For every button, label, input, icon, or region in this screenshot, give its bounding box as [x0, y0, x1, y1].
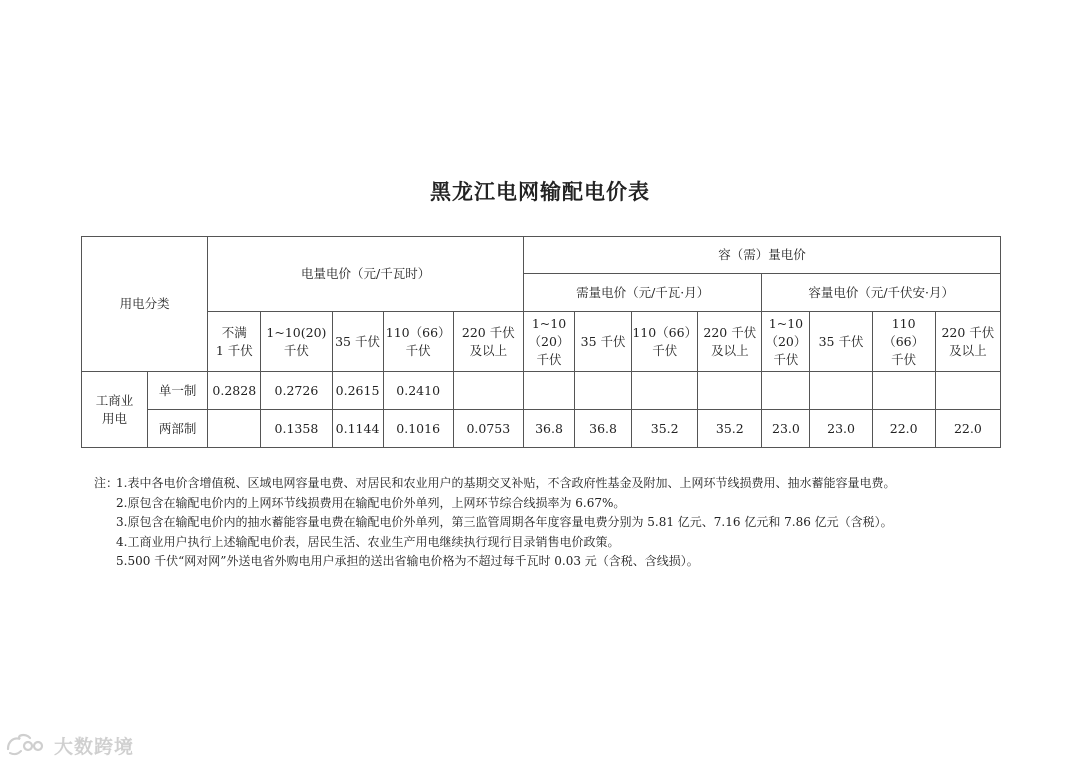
capacity-price-cell: 22.0 — [872, 410, 935, 448]
note-text: 3.原包含在输配电价内的抽水蓄能容量电费在输配电价外单列，第三监管周期各年度容量电费分别为 5.81 亿元、7.16 亿元和 7.86 亿元（含税）。 — [116, 515, 893, 529]
energy-price-cell: 0.1016 — [383, 410, 453, 448]
capacity-sub-header: 容量电价（元/千伏安·月） — [762, 274, 1001, 312]
energy-voltage-header: 35 千伏 — [332, 312, 383, 372]
demand-voltage-header: 1~10 （20） 千伏 — [523, 312, 574, 372]
demand-voltage-header: 110（66） 千伏 — [632, 312, 698, 372]
energy-price-cell — [453, 372, 523, 410]
brand-logo-icon — [4, 729, 50, 761]
capacity-price-header: 容（需）量电价 — [523, 237, 1000, 274]
capacity-price-cell — [810, 372, 872, 410]
capacity-voltage-header: 220 千伏 及以上 — [935, 312, 1000, 372]
energy-voltage-header: 不满 1 千伏 — [208, 312, 261, 372]
note-item — [94, 552, 1054, 572]
table-row — [82, 372, 1001, 410]
energy-price-cell: 0.1358 — [261, 410, 332, 448]
energy-price-cell — [208, 410, 261, 448]
demand-price-cell: 35.2 — [632, 410, 698, 448]
table-row — [82, 410, 1001, 448]
demand-voltage-header: 35 千伏 — [575, 312, 632, 372]
note-item — [94, 533, 1054, 553]
rate-table — [81, 236, 1001, 448]
energy-voltage-header: 110（66） 千伏 — [383, 312, 453, 372]
watermark — [4, 728, 134, 762]
energy-price-cell: 0.1144 — [332, 410, 383, 448]
demand-price-cell — [523, 372, 574, 410]
page-title: 黑龙江电网输配电价表 — [430, 180, 650, 204]
note-item — [94, 474, 1054, 494]
row-label: 两部制 — [148, 410, 208, 448]
notes-prefix: 注： — [94, 476, 119, 490]
note-text: 4.工商业用户执行上述输配电价表，居民生活、农业生产用电继续执行现行目录销售电价政策。 — [116, 534, 620, 549]
capacity-voltage-header: 1~10 （20） 千伏 — [762, 312, 810, 372]
capacity-price-cell: 23.0 — [810, 410, 872, 448]
row-label: 单一制 — [148, 372, 208, 410]
note-item — [94, 494, 1054, 514]
note-item — [94, 513, 1054, 533]
energy-price-cell: 0.2410 — [383, 372, 453, 410]
group-label: 工商业 用电 — [82, 372, 148, 448]
note-text: 2.原包含在输配电价内的上网环节线损费用在输配电价外单列，上网环节综合线损率为 6.67%。 — [116, 495, 626, 510]
notes — [94, 474, 1054, 572]
energy-price-cell: 0.2828 — [208, 372, 261, 410]
capacity-price-cell: 22.0 — [935, 410, 1000, 448]
voltage-header-row — [82, 312, 1001, 372]
demand-price-cell — [575, 372, 632, 410]
watermark-text: 大数跨境 — [54, 735, 135, 758]
capacity-price-cell — [935, 372, 1000, 410]
demand-price-cell: 36.8 — [523, 410, 574, 448]
demand-price-cell — [698, 372, 762, 410]
capacity-price-cell — [872, 372, 935, 410]
demand-price-header: 需量电价（元/千瓦·月） — [523, 274, 761, 312]
demand-price-cell — [632, 372, 698, 410]
demand-price-cell: 35.2 — [698, 410, 762, 448]
capacity-voltage-header: 35 千伏 — [810, 312, 872, 372]
capacity-voltage-header: 110（66） 千伏 — [872, 312, 935, 372]
energy-voltage-header: 220 千伏 及以上 — [453, 312, 523, 372]
energy-price-header: 电量电价（元/千瓦时） — [208, 237, 524, 312]
capacity-price-cell — [762, 372, 810, 410]
note-text: 1.表中各电价含增值税、区域电网容量电费、对居民和农业用户的基期交叉补贴，不含政府性基金及附加、上网环节线损费用、抽水蓄能容量电费。 — [116, 476, 896, 490]
demand-voltage-header: 220 千伏 及以上 — [698, 312, 762, 372]
energy-price-cell: 0.2615 — [332, 372, 383, 410]
category-header: 用电分类 — [82, 237, 208, 372]
energy-price-cell: 0.0753 — [453, 410, 523, 448]
note-text: 5.500 千伏“网对网”外送电省外购电用户承担的送出省输电价格为不超过每千瓦时 0.03 元（含税、含线损）。 — [116, 554, 699, 568]
energy-voltage-header: 1~10(20) 千伏 — [261, 312, 332, 372]
demand-price-cell: 36.8 — [575, 410, 632, 448]
capacity-price-cell: 23.0 — [762, 410, 810, 448]
energy-price-cell: 0.2726 — [261, 372, 332, 410]
